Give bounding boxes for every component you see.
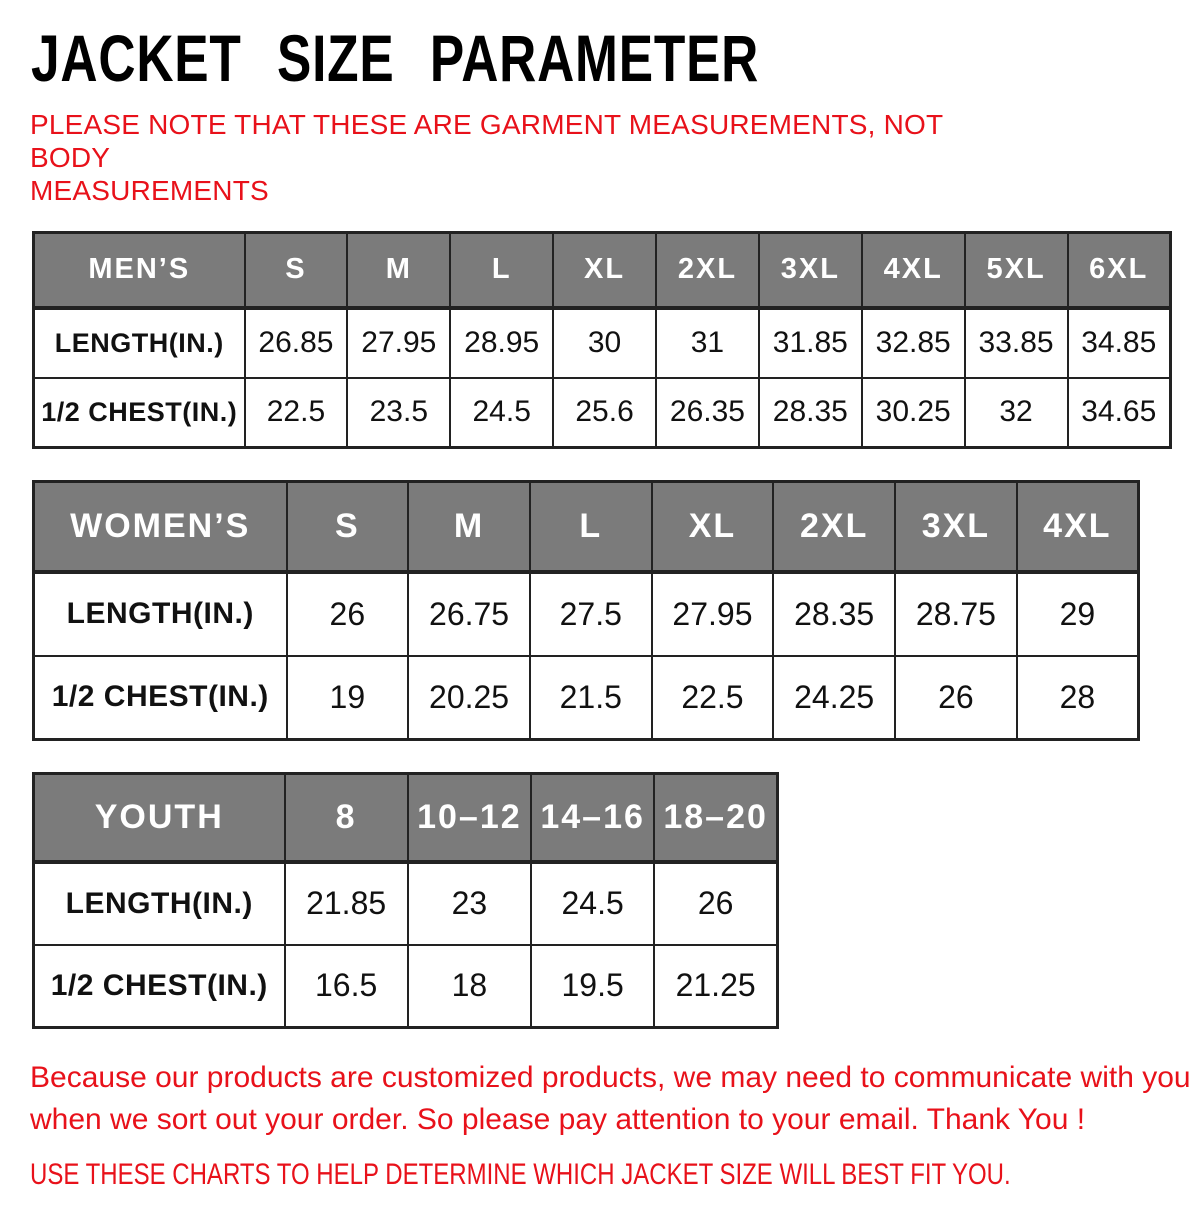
size-column-header: 2XL (656, 233, 759, 308)
size-column-header: 3XL (759, 233, 862, 308)
measurement-value-cell: 27.95 (652, 572, 774, 656)
garment-measurement-note (30, 108, 960, 207)
size-column-header: M (347, 233, 450, 308)
chart-usage-hint: USE THESE CHARTS TO HELP DETERMINE WHICH JACKET SIZE WILL BEST FIT YOU. (30, 1158, 1011, 1191)
measurement-value-cell: 29 (1017, 572, 1139, 656)
size-column-header: 14–16 (531, 774, 654, 862)
measurement-value-cell: 19 (287, 656, 409, 740)
size-table-header-row (34, 233, 1171, 308)
measurement-row-label: 1/2 CHEST(IN.) (34, 656, 287, 740)
size-column-header: 18–20 (654, 774, 777, 862)
measurement-value-cell: 26.35 (656, 378, 759, 448)
customization-notice-line-1: Because our products are customized products, we may need to communicate with you (30, 1061, 1191, 1094)
mens-size-table (32, 231, 1172, 449)
measurement-value-cell: 25.6 (553, 378, 656, 448)
measurement-value-cell: 30 (553, 308, 656, 378)
measurement-value-cell: 31.85 (759, 308, 862, 378)
measurement-value-cell: 34.65 (1068, 378, 1171, 448)
size-column-header: S (287, 482, 409, 572)
measurement-value-cell: 16.5 (285, 945, 408, 1028)
size-column-header: 4XL (862, 233, 965, 308)
womens-size-table (32, 480, 1140, 741)
table-title-cell: YOUTH (34, 774, 285, 862)
table-title-cell: WOMEN’S (34, 482, 287, 572)
measurement-value-cell: 24.5 (450, 378, 553, 448)
measurement-row (34, 945, 778, 1028)
measurement-row-label: LENGTH(IN.) (34, 308, 245, 378)
measurement-value-cell: 26.75 (408, 572, 530, 656)
customization-notice (30, 1057, 1200, 1141)
measurement-value-cell: 34.85 (1068, 308, 1171, 378)
size-column-header: XL (553, 233, 656, 308)
customization-notice-line-2: when we sort out your order. So please pay attention to your email. Thank You ! (30, 1103, 1086, 1136)
measurement-value-cell: 26 (654, 862, 777, 945)
measurement-row (34, 572, 1139, 656)
measurement-value-cell: 27.95 (347, 308, 450, 378)
measurement-value-cell: 28.75 (895, 572, 1017, 656)
size-table-header-row (34, 774, 778, 862)
measurement-value-cell: 19.5 (531, 945, 654, 1028)
size-column-header: 2XL (773, 482, 895, 572)
size-table-header-row (34, 482, 1139, 572)
size-column-header: L (530, 482, 652, 572)
measurement-row (34, 378, 1171, 448)
measurement-value-cell: 33.85 (965, 308, 1068, 378)
measurement-value-cell: 27.5 (530, 572, 652, 656)
size-column-header: 3XL (895, 482, 1017, 572)
note-line-1: PLEASE NOTE THAT THESE ARE GARMENT MEASUREMENTS, NOT BODY (30, 109, 943, 173)
measurement-row-label: LENGTH(IN.) (34, 862, 285, 945)
measurement-value-cell: 26 (895, 656, 1017, 740)
measurement-value-cell: 22.5 (245, 378, 348, 448)
measurement-row-label: 1/2 CHEST(IN.) (34, 945, 285, 1028)
measurement-value-cell: 24.5 (531, 862, 654, 945)
measurement-row (34, 862, 778, 945)
measurement-value-cell: 32 (965, 378, 1068, 448)
size-column-header: S (245, 233, 348, 308)
page-title: JACKET SIZE PARAMETER (31, 21, 760, 95)
measurement-value-cell: 23 (408, 862, 531, 945)
size-column-header: L (450, 233, 553, 308)
measurement-value-cell: 28.35 (759, 378, 862, 448)
size-column-header: 8 (285, 774, 408, 862)
measurement-row-label: 1/2 CHEST(IN.) (34, 378, 245, 448)
measurement-value-cell: 18 (408, 945, 531, 1028)
measurement-value-cell: 23.5 (347, 378, 450, 448)
measurement-value-cell: 26 (287, 572, 409, 656)
measurement-value-cell: 28.95 (450, 308, 553, 378)
measurement-value-cell: 24.25 (773, 656, 895, 740)
measurement-value-cell: 26.85 (245, 308, 348, 378)
size-column-header: M (408, 482, 530, 572)
measurement-row-label: LENGTH(IN.) (34, 572, 287, 656)
size-column-header: 10–12 (408, 774, 531, 862)
measurement-value-cell: 28.35 (773, 572, 895, 656)
measurement-value-cell: 21.85 (285, 862, 408, 945)
measurement-row (34, 308, 1171, 378)
measurement-value-cell: 32.85 (862, 308, 965, 378)
size-column-header: XL (652, 482, 774, 572)
measurement-value-cell: 22.5 (652, 656, 774, 740)
measurement-row (34, 656, 1139, 740)
table-title-cell: MEN’S (34, 233, 245, 308)
size-column-header: 4XL (1017, 482, 1139, 572)
note-line-2: MEASUREMENTS (30, 175, 269, 206)
size-column-header: 5XL (965, 233, 1068, 308)
measurement-value-cell: 21.5 (530, 656, 652, 740)
measurement-value-cell: 31 (656, 308, 759, 378)
measurement-value-cell: 21.25 (654, 945, 777, 1028)
size-column-header: 6XL (1068, 233, 1171, 308)
measurement-value-cell: 30.25 (862, 378, 965, 448)
youth-size-table (32, 772, 779, 1029)
size-chart-page (0, 22, 1200, 1222)
measurement-value-cell: 28 (1017, 656, 1139, 740)
measurement-value-cell: 20.25 (408, 656, 530, 740)
